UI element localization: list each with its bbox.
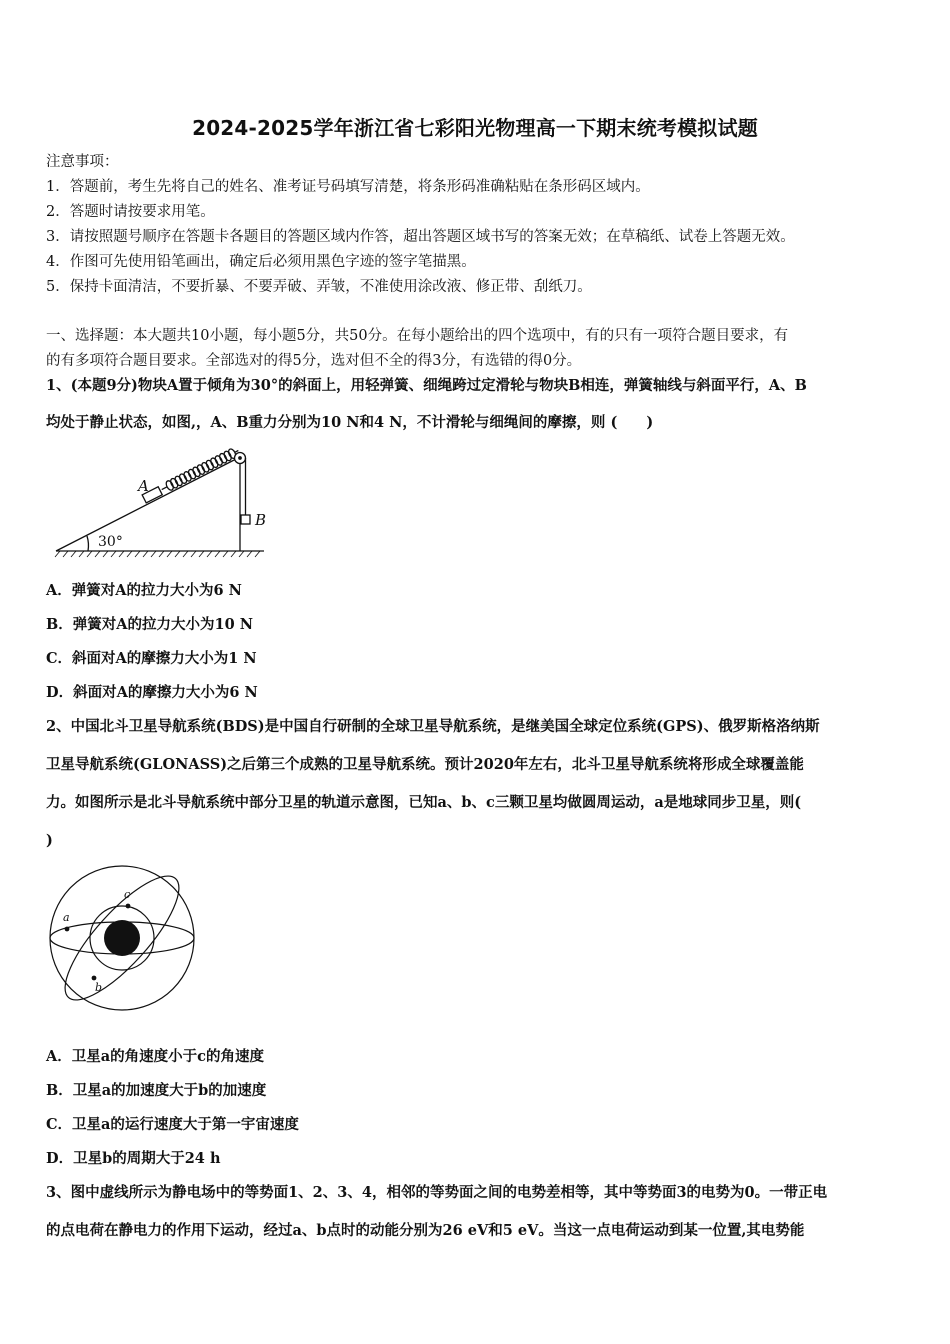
q1-angle-label: 30° — [98, 534, 123, 550]
page-title: 2024-2025学年浙江省七彩阳光物理高一下期末统考模拟试题 — [192, 116, 758, 140]
q1-option-a: A．弹簧对A的拉力大小为6 N — [46, 582, 242, 599]
section-intro-line-1: 一、选择题：本大题共10小题，每小题5分，共50分。在每小题给出的四个选项中，有的只有一项符合题目要求，有 — [46, 328, 789, 344]
earth — [104, 920, 140, 956]
q1-stem-line-1: 1、(本题9分)物块A置于倾角为30°的斜面上，用轻弹簧、细绳跨过定滑轮与物块B相连，弹簧轴线与斜面平行，A、B — [46, 377, 807, 394]
q2-label-c: c — [124, 888, 131, 901]
q3-stem-line-1: 3、图中虚线所示为静电场中的等势面1、2、3、4，相邻的等势面之间的电势差相等，其中等势面3的电势为0。一带正电 — [46, 1184, 828, 1201]
note-item-1: 1．答题前，考生先将自己的姓名、准考证号码填写清楚，将条形码准确粘贴在条形码区域内。 — [46, 179, 650, 195]
incline-surface — [56, 457, 240, 551]
notes-heading: 注意事项： — [46, 154, 119, 170]
section-intro-line-2: 的有多项符合题目要求。全部选对的得5分，选对但不全的得3分，有选错的得0分。 — [46, 353, 582, 369]
note-item-2: 2．答题时请按要求用笔。 — [46, 204, 215, 220]
q1-option-d: D．斜面对A的摩擦力大小为6 N — [46, 684, 258, 701]
q2-stem-line-1: 2、中国北斗卫星导航系统(BDS)是中国自行研制的全球卫星导航系统，是继美国全球定位系统(GPS)、俄罗斯格洛纳斯 — [46, 718, 820, 735]
q2-stem-line-4: ) — [46, 832, 53, 849]
spring — [159, 446, 240, 494]
q2-stem-line-2: 卫星导航系统(GLONASS)之后第三个成熟的卫星导航系统。预计2020年左右，北斗卫星导航系统将形成全球覆盖能 — [46, 756, 804, 773]
q1-label-a: A — [138, 477, 149, 495]
satellite-b — [92, 976, 97, 981]
satellite-a — [65, 927, 70, 932]
q2-label-b: b — [95, 981, 103, 994]
q1-stem-line-2: 均处于静止状态，如图,，A、B重力分别为10 N和4 N，不计滑轮与细绳间的摩擦，则 ( ) — [46, 414, 654, 431]
note-item-5: 5．保持卡面清洁，不要折暴、不要弄破、弄皱，不准使用涂改液、修正带、刮纸刀。 — [46, 279, 592, 295]
q2-stem-line-3: 力。如图所示是北斗导航系统中部分卫星的轨道示意图，已知a、b、c三颗卫星均做圆周运动，a是地球同步卫星，则( — [46, 794, 802, 811]
q2-label-a: a — [63, 911, 70, 924]
q2-orbit-figure — [44, 862, 204, 1022]
q1-label-b: B — [255, 511, 267, 529]
q3-stem-line-2: 的点电荷在静电力的作用下运动，经过a、b点时的动能分别为26 eV和5 eV。当这一点电荷运动到某一位置,其电势能 — [46, 1222, 805, 1239]
q2-option-c: C．卫星a的运行速度大于第一宇宙速度 — [46, 1116, 299, 1133]
note-item-4: 4．作图可先使用铅笔画出，确定后必须用黑色字迹的签字笔描黑。 — [46, 254, 476, 270]
q1-incline-figure — [52, 445, 272, 563]
q1-option-c: C．斜面对A的摩擦力大小为1 N — [46, 650, 257, 667]
q1-option-b: B．弹簧对A的拉力大小为10 N — [46, 616, 253, 633]
block-b — [241, 515, 250, 524]
q2-option-a: A．卫星a的角速度小于c的角速度 — [46, 1048, 264, 1065]
satellite-c — [126, 904, 131, 909]
q2-option-d: D．卫星b的周期大于24 h — [46, 1150, 221, 1167]
q2-option-b: B．卫星a的加速度大于b的加速度 — [46, 1082, 267, 1099]
angle-arc — [87, 536, 88, 551]
note-item-3: 3．请按照题号顺序在答题卡各题目的答题区域内作答，超出答题区域书写的答案无效；在草稿纸、试卷上答题无效。 — [46, 229, 795, 245]
